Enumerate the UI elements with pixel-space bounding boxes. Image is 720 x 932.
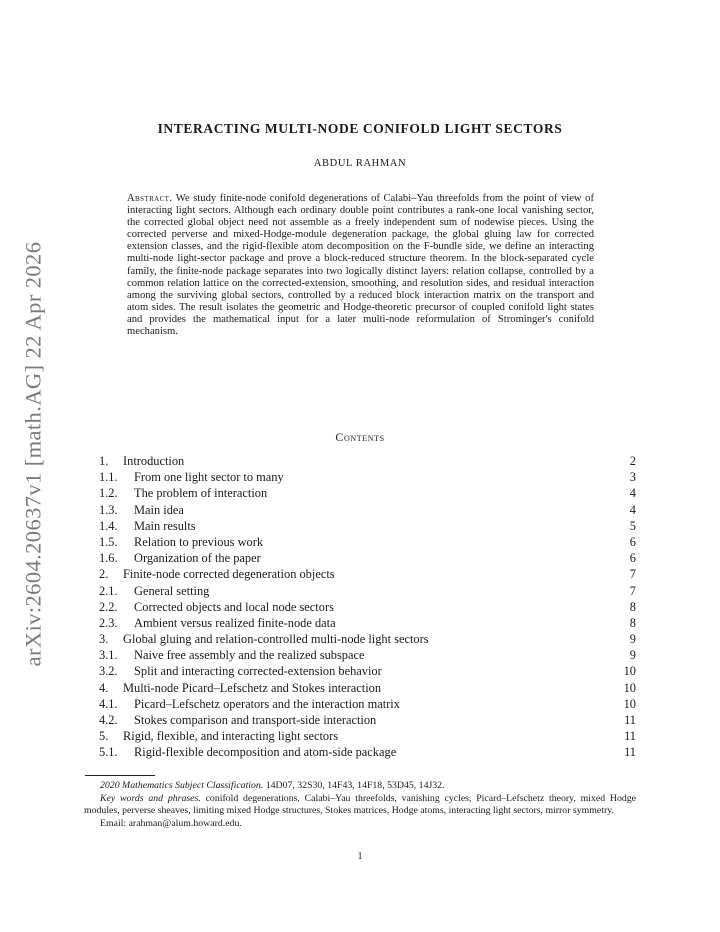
toc-entry[interactable]: [99, 680, 636, 696]
footnote-rule: [85, 775, 155, 776]
toc-entry-number: 3.1.: [99, 648, 118, 663]
toc-entry-number: 2.1.: [99, 583, 118, 598]
toc-entry-title: Picard–Lefschetz operators and the interaction matrix: [134, 696, 400, 711]
toc-entry-label: [99, 518, 196, 534]
toc-entry[interactable]: [99, 631, 636, 647]
page-number: 1: [357, 851, 363, 862]
toc-entry-page: 7: [629, 583, 636, 598]
toc-entry[interactable]: [99, 615, 636, 631]
footnotes: [84, 780, 636, 830]
keywords-label: Key words and phrases.: [100, 792, 201, 804]
toc-entry-page: 11: [624, 713, 636, 727]
toc-entry-number: 2.: [99, 567, 109, 582]
toc-entry-label: [99, 599, 334, 615]
toc-entry-page: 3: [629, 470, 636, 485]
toc-entry-number: 3.2.: [99, 664, 118, 679]
toc-entry-title: Global gluing and relation-controlled multi-node light sectors: [123, 632, 429, 647]
toc-entry-title: Naive free assembly and the realized subspace: [134, 648, 365, 663]
toc-entry-page: 11: [624, 729, 636, 744]
toc-entry-title: The problem of interaction: [134, 486, 268, 501]
toc-entry-label: [99, 647, 365, 663]
toc-entry-title: Introduction: [123, 454, 185, 468]
toc-entry-label: [99, 696, 400, 712]
toc-entry[interactable]: [99, 485, 636, 501]
toc-entry-number: 5.1.: [99, 745, 118, 760]
toc-entry[interactable]: [99, 453, 636, 469]
table-of-contents: [99, 453, 636, 761]
toc-entry-title: Rigid-flexible decomposition and atom-side package: [134, 745, 397, 760]
msc-codes: 14D07, 32S30, 14F43, 14F18, 53D45, 14J32.: [265, 780, 445, 791]
toc-entry-label: [99, 485, 267, 501]
email-footnote: [84, 818, 636, 831]
toc-entry-label: [99, 453, 184, 469]
toc-entry-label: [99, 583, 209, 599]
toc-entry-page: 6: [629, 551, 636, 566]
toc-entry[interactable]: [99, 502, 636, 518]
toc-entry-number: 3.: [99, 632, 109, 647]
toc-entry-title: Stokes comparison and transport-side interaction: [134, 713, 377, 727]
toc-entry-page: 5: [629, 518, 636, 533]
email-label: Email:: [100, 817, 127, 829]
toc-entry-title: Corrected objects and local node sectors: [134, 599, 334, 614]
toc-entry[interactable]: [99, 583, 636, 599]
toc-entry-number: 1.5.: [99, 534, 118, 549]
toc-entry[interactable]: [99, 728, 636, 744]
toc-entry-number: 2.2.: [99, 599, 118, 614]
email-address[interactable]: arahman@alum.howard.edu.: [128, 817, 242, 829]
toc-entry-title: Organization of the paper: [134, 551, 261, 566]
toc-entry[interactable]: [99, 647, 636, 663]
msc-label: 2020 Mathematics Subject Classification.: [100, 780, 264, 791]
abstract-text: We study finite-node conifold degenerations of Calabi–Yau threefolds from the point of view of interacting light sectors. Although each ordinary double point contributes a rank-one local vanishing sector, the corrected global object need not assemble as a freely independent sum of nodewise pieces. Using the corrected perverse and mixed-Hodge-module degeneration package, the global gluing law for corrected extension classes, and the rigid-flexible atom decomposition on the F-bundle side, we define an interacting multi-node light-sector package and prove a block-reduced structure theorem. In the block-separated cycle family, the finite-node package separates into two logically distinct layers: relation collapse, controlled by a common relation lattice on the corrected-extension, smoothing, and resolution sides, and residual interaction among the surviving global sectors, controlled by a reduced block interaction matrix on the transport and atom sides. The result isolates the geometric and Hodge-theoretic precursor of coupled conifold light states and provides the mathematical input for a later multi-node reformulation of Strominger's conifold mechanism.: [127, 193, 594, 338]
toc-entry[interactable]: [99, 744, 636, 760]
toc-entry-page: 9: [629, 648, 636, 663]
toc-entry-label: [99, 469, 284, 485]
contents-heading: Contents: [335, 430, 385, 444]
toc-entry-label: [99, 712, 376, 728]
toc-entry-label: [99, 663, 382, 679]
abstract-label: Abstract.: [127, 193, 173, 204]
toc-entry-page: 10: [623, 664, 636, 679]
toc-entry-page: 2: [629, 454, 636, 468]
toc-entry-title: Multi-node Picard–Lefschetz and Stokes interaction: [123, 680, 382, 695]
toc-entry[interactable]: [99, 566, 636, 582]
keywords-text: conifold degenerations, Calabi–Yau threefolds, vanishing cycles, Picard–Lefschetz theory, mixed Hodge modules, perverse sheaves, limiting mixed Hodge structures, Stokes matrices, Hodge atoms, interacting light sectors, mirror symmetry.: [84, 792, 636, 817]
toc-entry[interactable]: [99, 599, 636, 615]
toc-entry-number: 4.1.: [99, 696, 118, 711]
toc-entry-title: Ambient versus realized finite-node data: [134, 615, 336, 630]
toc-entry-page: 7: [629, 567, 636, 582]
toc-entry-title: Main idea: [134, 502, 184, 517]
arxiv-identifier-stamp: [18, 241, 48, 667]
toc-entry-title: Finite-node corrected degeneration objects: [123, 567, 335, 582]
toc-entry[interactable]: [99, 663, 636, 679]
toc-entry-number: 1.1.: [99, 470, 118, 485]
toc-entry-number: 1.2.: [99, 486, 118, 501]
toc-entry-label: [99, 534, 263, 550]
paper-author: ABDUL RAHMAN: [313, 158, 407, 169]
toc-entry-page: 11: [624, 745, 636, 760]
toc-entry-page: 4: [629, 486, 636, 501]
toc-entry-number: 4.2.: [99, 713, 118, 727]
toc-entry-page: 8: [629, 599, 636, 614]
toc-entry-label: [99, 631, 429, 647]
toc-entry-title: Split and interacting corrected-extension behavior: [134, 664, 382, 679]
toc-entry-number: 1.3.: [99, 502, 118, 517]
toc-entry-label: [99, 728, 338, 744]
toc-entry[interactable]: [99, 469, 636, 485]
msc-footnote: [84, 780, 636, 793]
toc-entry-number: 1.6.: [99, 551, 118, 566]
toc-entry-title: Relation to previous work: [134, 534, 264, 549]
toc-entry[interactable]: [99, 534, 636, 550]
toc-entry-title: Rigid, flexible, and interacting light sectors: [123, 729, 339, 744]
toc-entry[interactable]: [99, 518, 636, 534]
toc-entry-number: 2.3.: [99, 615, 118, 630]
paper-title: INTERACTING MULTI-NODE CONIFOLD LIGHT SECTORS: [157, 121, 563, 136]
arxiv-identifier-text: arXiv:2604.20637v1 [math.AG] 22 Apr 2026: [20, 241, 46, 667]
toc-entry-label: [99, 744, 396, 760]
toc-entry-page: 6: [629, 534, 636, 549]
toc-entry-number: 1.: [99, 454, 109, 468]
toc-entry[interactable]: [99, 696, 636, 712]
keywords-footnote: [84, 793, 636, 818]
toc-entry-number: 5.: [99, 729, 109, 744]
toc-entry-label: [99, 615, 336, 631]
toc-entry-page: 9: [629, 632, 636, 647]
toc-entry-page: 10: [623, 680, 636, 695]
toc-entry-label: [99, 550, 261, 566]
toc-entry-title: From one light sector to many: [134, 470, 284, 485]
toc-entry-page: 10: [623, 696, 636, 711]
toc-entry-title: Main results: [134, 518, 196, 533]
toc-entry-label: [99, 680, 381, 696]
toc-entry-title: General setting: [134, 583, 210, 598]
toc-entry-label: [99, 502, 184, 518]
toc-entry-page: 8: [629, 615, 636, 630]
toc-entry-number: 1.4.: [99, 518, 118, 533]
toc-entry-label: [99, 566, 335, 582]
toc-entry-number: 4.: [99, 680, 109, 695]
abstract: [127, 193, 594, 338]
toc-entry[interactable]: [99, 550, 636, 566]
toc-entry-page: 4: [629, 502, 636, 517]
toc-entry[interactable]: [99, 712, 636, 728]
